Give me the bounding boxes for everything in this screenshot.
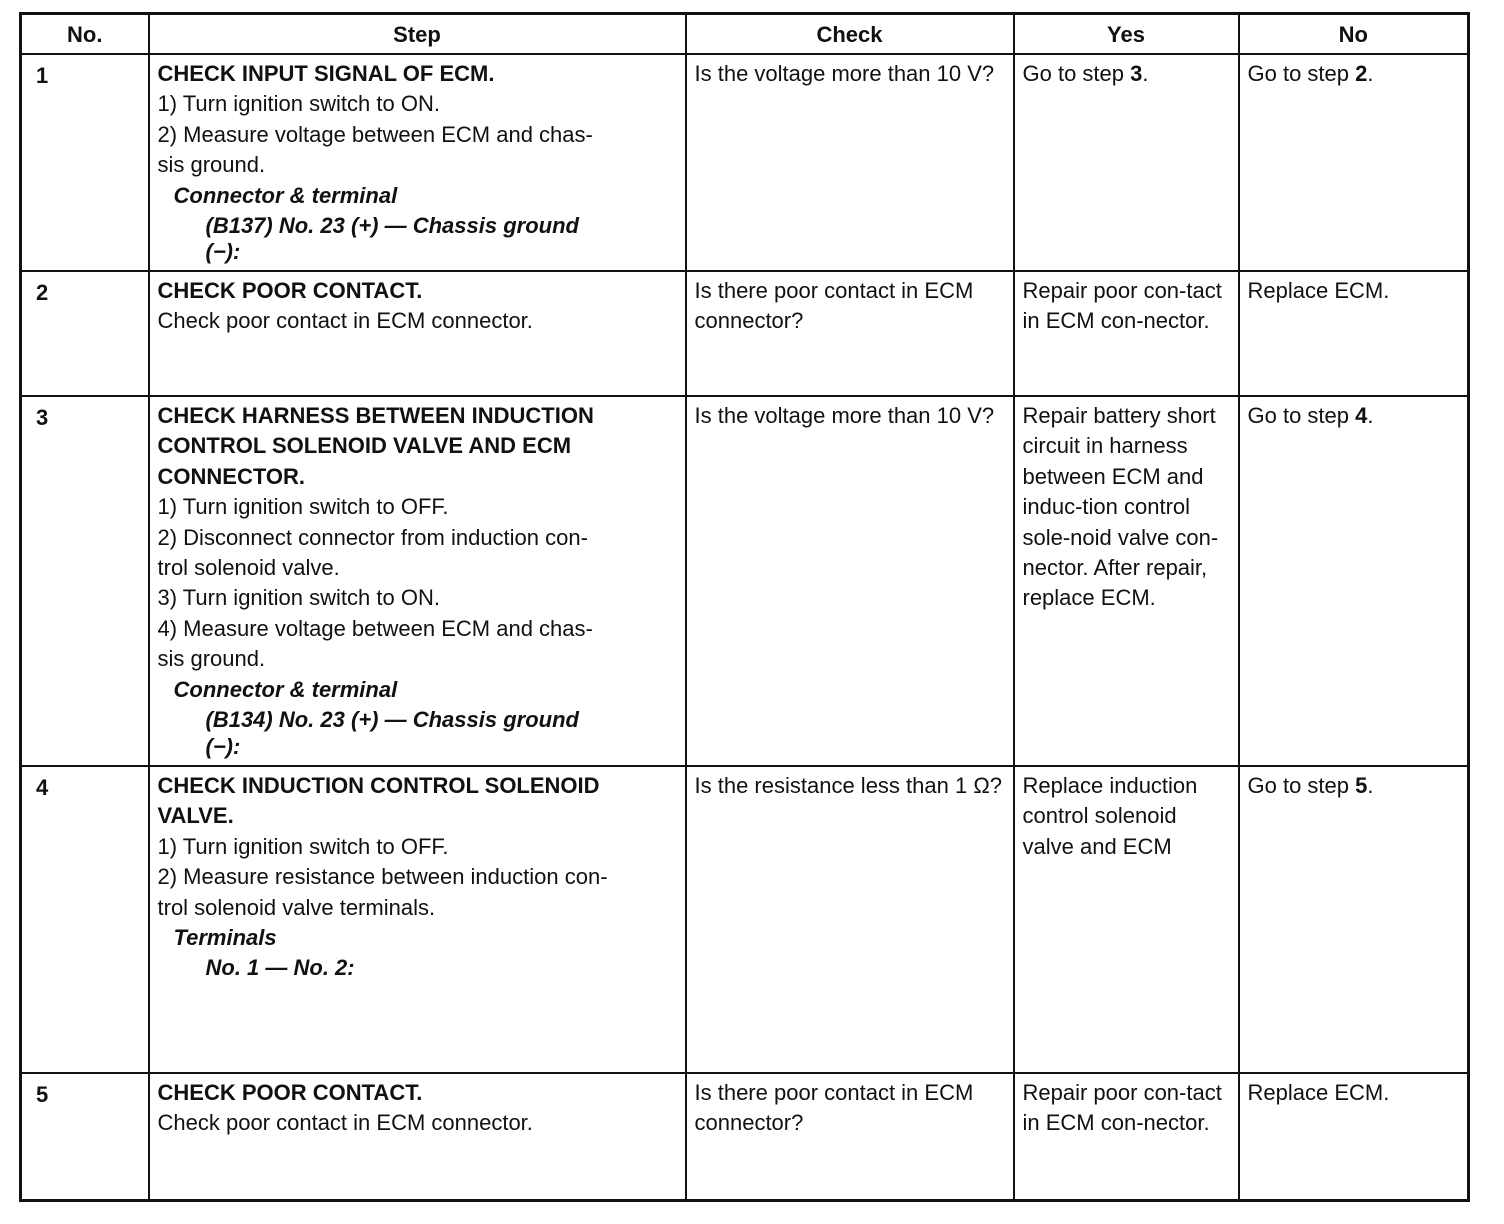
no-suffix: .: [1367, 61, 1374, 86]
yes-step-ref: 3: [1130, 61, 1143, 86]
no-suffix: .: [1367, 773, 1374, 798]
no-cell: [1239, 396, 1469, 766]
connector-value: (B137) No. 23 (+) — Chassis ground: [205, 213, 579, 239]
no-prefix: Go to step: [1247, 61, 1356, 86]
step-number: 5: [21, 1073, 149, 1201]
step-number: 3: [21, 396, 149, 766]
table-row: [21, 766, 1469, 1073]
header-check: Check: [686, 14, 1014, 55]
table-row: [21, 1073, 1469, 1201]
step-cell: [149, 271, 686, 396]
step-line: Check poor contact in ECM connector.: [157, 308, 533, 334]
check-cell: Is there poor contact in ECM connector?: [686, 1073, 1014, 1201]
no-step-ref: 5: [1355, 773, 1368, 798]
step-cell: [149, 396, 686, 766]
no-step-ref: 2: [1355, 61, 1368, 86]
yes-suffix: .: [1142, 61, 1149, 86]
step-title: CHECK INDUCTION CONTROL SOLENOID VALVE.: [157, 773, 600, 829]
no-prefix: Go to step: [1247, 773, 1356, 798]
header-yes: Yes: [1014, 14, 1239, 55]
table-row: [21, 396, 1469, 766]
step-line: 1) Turn ignition switch to ON.: [157, 91, 440, 117]
connector-value-cont: (−):: [205, 734, 241, 760]
step-line: trol solenoid valve terminals.: [157, 894, 436, 920]
step-title: CHECK POOR CONTACT.: [157, 278, 423, 303]
step-cell: [149, 1073, 686, 1201]
step-line: 4) Measure voltage between ECM and chas-: [157, 615, 593, 641]
header-step: Step: [149, 14, 686, 55]
step-title: CHECK POOR CONTACT.: [157, 1080, 423, 1105]
no-suffix: .: [1367, 403, 1374, 428]
header-row: [21, 14, 1469, 55]
no-cell: Replace ECM.: [1239, 271, 1469, 396]
step-number: 4: [21, 766, 149, 1073]
step-cell: [149, 54, 686, 271]
step-line: 2) Disconnect connector from induction con-: [157, 524, 588, 550]
step-line: sis ground.: [157, 646, 266, 672]
header-no: No.: [21, 14, 149, 55]
connector-label: Connector & terminal: [173, 676, 398, 702]
yes-cell: Repair poor con-tact in ECM con-nector.: [1014, 271, 1239, 396]
check-cell: Is there poor contact in ECM connector?: [686, 271, 1014, 396]
step-title: CHECK HARNESS BETWEEN INDUCTION CONTROL SOLENOID VALVE AND ECM CONNECTOR.: [157, 403, 594, 489]
connector-value-cont: (−):: [205, 239, 241, 265]
no-cell: [1239, 54, 1469, 271]
table-row: [21, 54, 1469, 271]
connector-label: Connector & terminal: [173, 182, 398, 208]
table-row: [21, 271, 1469, 396]
step-line: 1) Turn ignition switch to OFF.: [157, 833, 449, 859]
yes-prefix: Go to step: [1022, 61, 1131, 86]
connector-value: (B134) No. 23 (+) — Chassis ground: [205, 707, 579, 733]
yes-cell: [1014, 54, 1239, 271]
step-line: 2) Measure voltage between ECM and chas-: [157, 121, 593, 147]
no-prefix: Go to step: [1247, 403, 1356, 428]
terminals-label: Terminals: [173, 925, 277, 951]
step-title: CHECK INPUT SIGNAL OF ECM.: [157, 61, 495, 86]
step-number: 1: [21, 54, 149, 271]
no-cell: Replace ECM.: [1239, 1073, 1469, 1201]
check-cell: Is the voltage more than 10 V?: [686, 54, 1014, 271]
header-no-answer: No: [1239, 14, 1469, 55]
step-line: sis ground.: [157, 152, 266, 178]
yes-cell: Repair poor con-tact in ECM con-nector.: [1014, 1073, 1239, 1201]
step-line: 2) Measure resistance between induction con-: [157, 864, 608, 890]
diagnostic-table: [19, 12, 1470, 1202]
step-cell: [149, 766, 686, 1073]
terminals-value: No. 1 — No. 2:: [205, 955, 355, 981]
no-step-ref: 4: [1355, 403, 1368, 428]
step-line: 1) Turn ignition switch to OFF.: [157, 494, 449, 520]
no-cell: [1239, 766, 1469, 1073]
step-number: 2: [21, 271, 149, 396]
step-line: trol solenoid valve.: [157, 555, 340, 581]
check-cell: Is the resistance less than 1 Ω?: [686, 766, 1014, 1073]
check-cell: Is the voltage more than 10 V?: [686, 396, 1014, 766]
yes-cell: Replace induction control solenoid valve and ECM: [1014, 766, 1239, 1073]
yes-cell: Repair battery short circuit in harness between ECM and induc-tion control sole-noid valve con-nector. After repair, replace ECM.: [1014, 396, 1239, 766]
step-line: 3) Turn ignition switch to ON.: [157, 585, 440, 611]
step-line: Check poor contact in ECM connector.: [157, 1110, 533, 1136]
